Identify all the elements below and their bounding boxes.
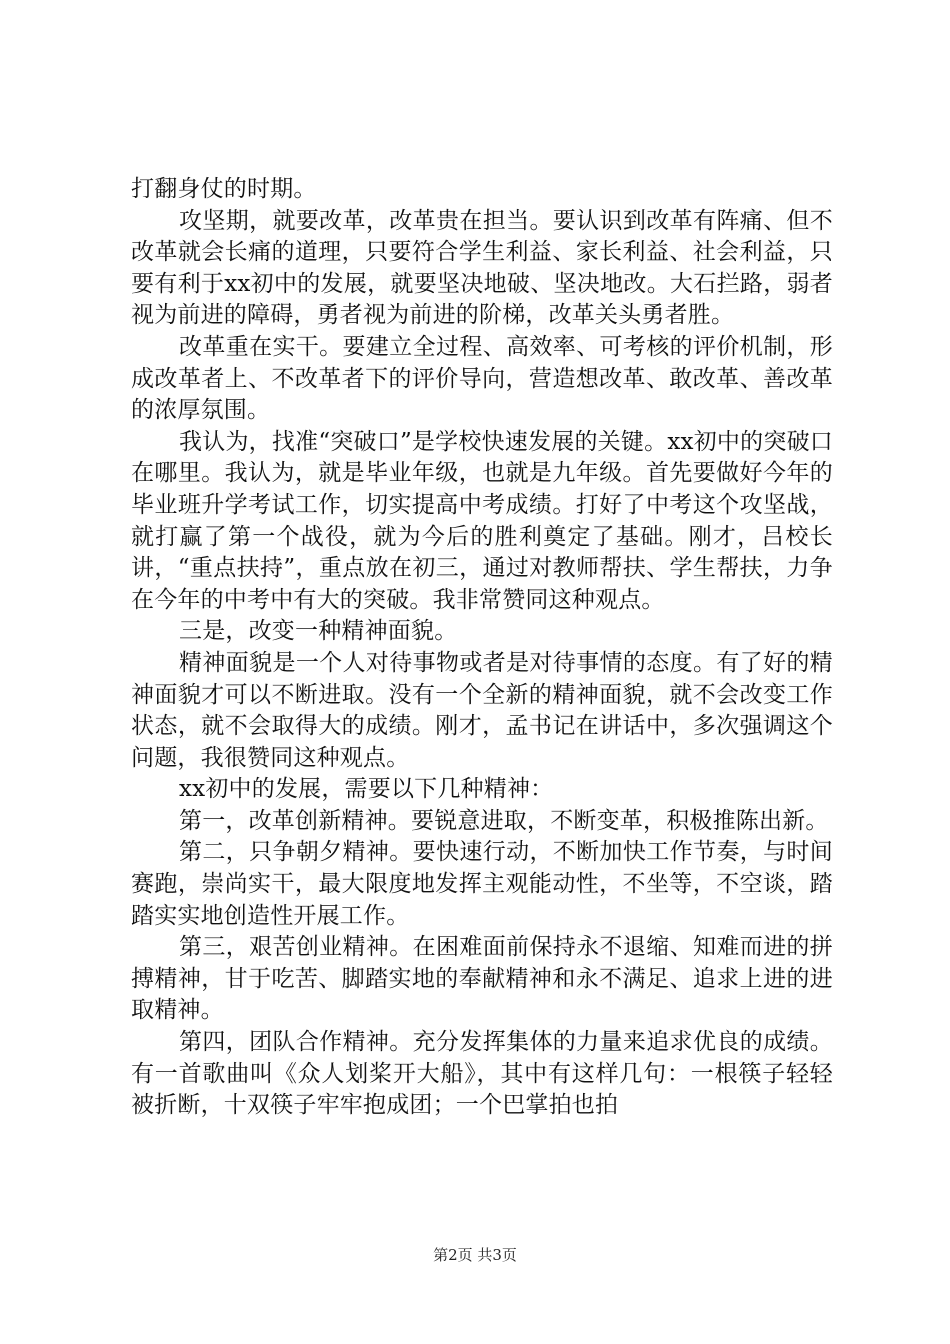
document-body <box>131 174 833 1122</box>
paragraph-2: 攻坚期，就要改革，改革贵在担当。要认识到改革有阵痛、但不改革就会长痛的道理，只要符合学生利益、家长利益、社会利益，只要有利于xx初中的发展，就要坚决地破、坚决地改。大石拦路，弱者视为前进的障碍，勇者视为前进的阶梯，改革关头勇者胜。 <box>131 207 833 329</box>
paragraph-4: 我认为，找准“突破口”是学校快速发展的关键。xx初中的突破口在哪里。我认为，就是毕业年级，也就是九年级。首先要做好今年的毕业班升学考试工作，切实提高中考成绩。打好了中考这个攻坚战，就打赢了第一个战役，就为今后的胜利奠定了基础。刚才，吕校长讲，“重点扶持”，重点放在初三，通过对教师帮扶、学生帮扶，力争在今年的中考中有大的突破。我非常赞同这种观点。 <box>131 428 833 613</box>
paragraph-8: 第一，改革创新精神。要锐意进取，不断变革，积极推陈出新。 <box>179 807 829 834</box>
paragraph-9: 第二，只争朝夕精神。要快速行动，不断加快工作节奏，与时间赛跑，崇尚实干，最大限度地发挥主观能动性，不坐等，不空谈，踏踏实实地创造性开展工作。 <box>131 839 833 929</box>
paragraph-5: 三是，改变一种精神面貌。 <box>179 618 458 645</box>
paragraph-10: 第三，艰苦创业精神。在困难面前保持永不退缩、知难而进的拼搏精神，甘于吃苦、脚踏实地的奉献精神和永不满足、追求上进的进取精神。 <box>131 934 833 1024</box>
paragraph-7: xx初中的发展，需要以下几种精神： <box>179 776 554 803</box>
paragraph-1: 打翻身仗的时期。 <box>131 176 317 202</box>
page-number-footer: 第2页 共3页 <box>433 1246 517 1264</box>
paragraph-6: 精神面貌是一个人对待事物或者是对待事情的态度。有了好的精神面貌才可以不断进取。没有一个全新的精神面貌，就不会改变工作状态，就不会取得大的成绩。刚才，孟书记在讲话中，多次强调这个问题，我很赞同这种观点。 <box>131 649 833 771</box>
paragraph-11: 第四，团队合作精神。充分发挥集体的力量来追求优良的成绩。有一首歌曲叫《众人划桨开大船》，其中有这样几句：一根筷子轻轻被折断，十双筷子牢牢抱成团；一个巴掌拍也拍 <box>131 1029 833 1119</box>
paragraph-3: 改革重在实干。要建立全过程、高效率、可考核的评价机制，形成改革者上、不改革者下的评价导向，营造想改革、敢改革、善改革的浓厚氛围。 <box>131 333 833 424</box>
